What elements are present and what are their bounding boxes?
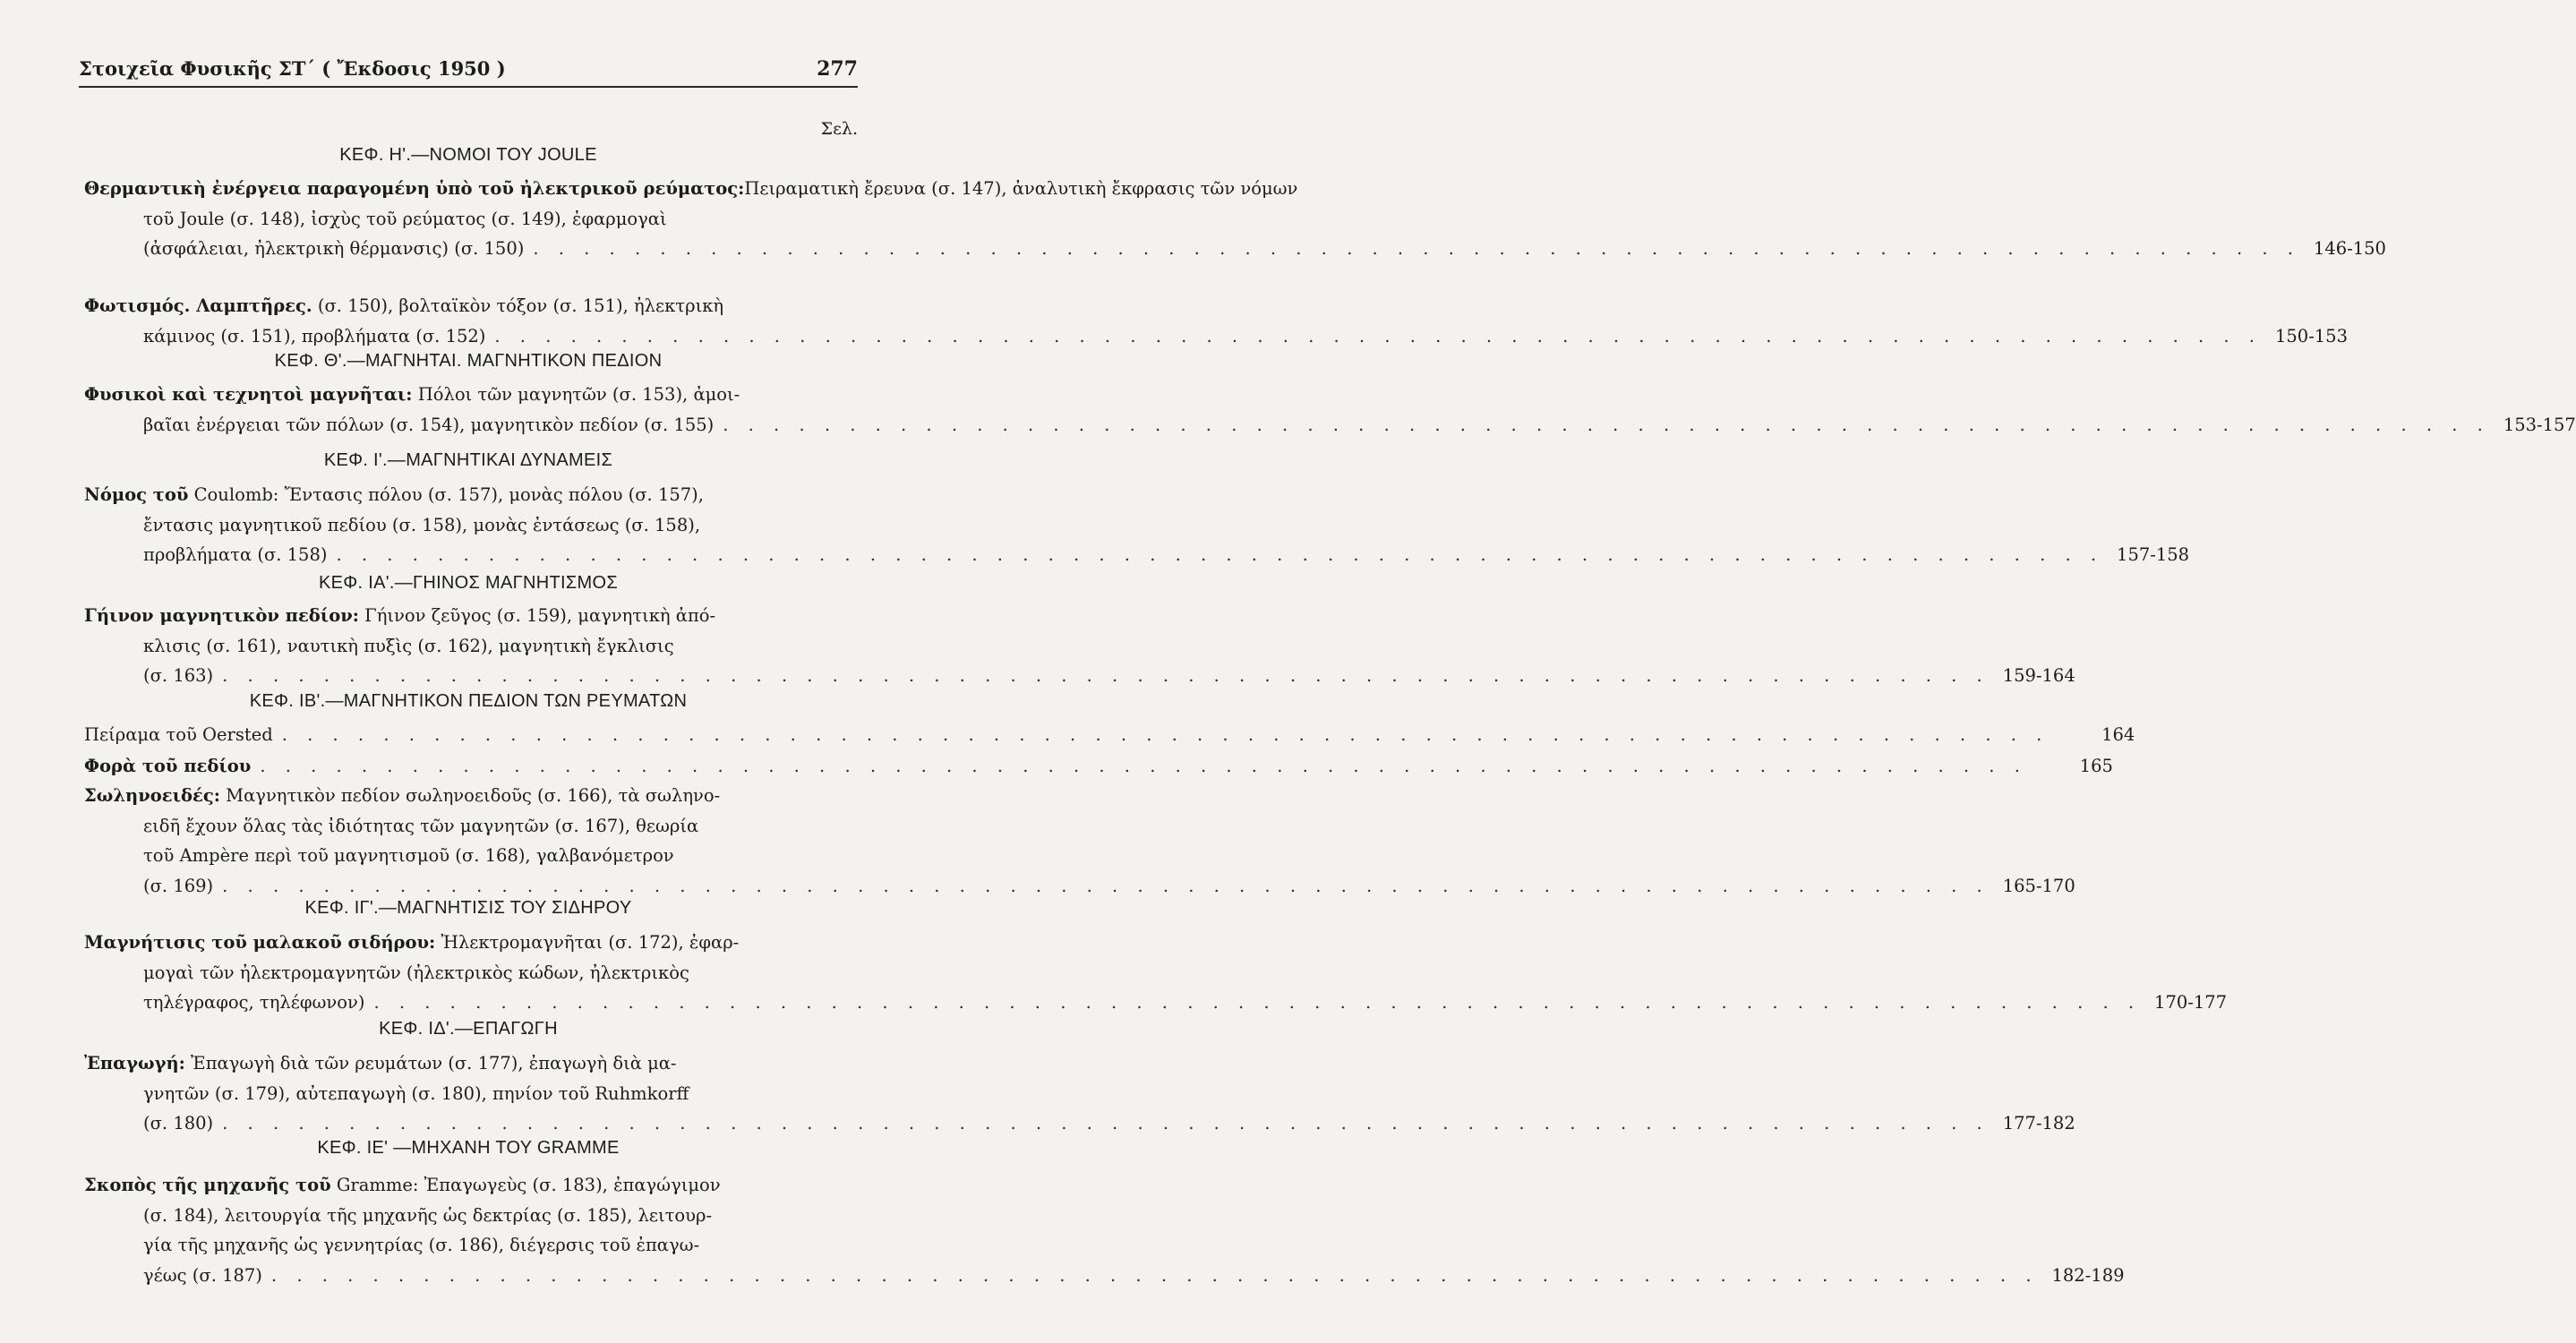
page-range: 170-177 xyxy=(2154,992,2228,1013)
book-title: Στοιχεῖα Φυσικῆς ΣΤ΄ ( Ἔκδοσις 1950 ) xyxy=(79,57,506,80)
entry-text: Ἠλεκτρομαγνῆται (σ. 172), ἐφαρ- xyxy=(435,932,740,953)
entry-text: (σ. 150), βολταϊκὸν τόξον (σ. 151), ἠλεκτρικὴ xyxy=(312,295,724,316)
entry-line xyxy=(84,841,860,871)
entry-line xyxy=(84,720,2135,750)
entry-line xyxy=(84,631,860,662)
dot-leader xyxy=(222,871,1990,902)
toc-entry xyxy=(84,174,2386,264)
entry-line xyxy=(84,958,860,988)
page-range: 157-158 xyxy=(2117,544,2190,565)
toc-entry xyxy=(84,928,2228,1018)
entry-text: Πείραμα τοῦ Oersted xyxy=(84,724,273,745)
entry-heading: Νόμος τοῦ xyxy=(84,484,189,505)
entry-heading: Φορὰ τοῦ πεδίου xyxy=(84,756,252,776)
running-header xyxy=(79,56,858,88)
entry-heading: Φωτισμός. Λαμπτῆρες. xyxy=(84,295,312,316)
entry-line xyxy=(84,1230,860,1261)
entry-line xyxy=(84,204,860,235)
entry-line xyxy=(84,291,860,321)
page-range: 146-150 xyxy=(2313,238,2386,259)
entry-text: Ἐπαγωγὴ διὰ τῶν ρευμάτων (σ. 177), ἐπαγωγὴ διὰ μα- xyxy=(184,1053,677,1074)
entry-text: μογαὶ τῶν ἠλεκτρομαγνητῶν (ἠλεκτρικὸς κώδων, ἠλεκτρικὸς xyxy=(143,962,689,983)
toc-entry xyxy=(84,720,2135,750)
entry-line xyxy=(84,174,1298,204)
entry-text: γνητῶν (σ. 179), αὐτεπαγωγὴ (σ. 180), πηνίον τοῦ Ruhmkorff xyxy=(143,1082,689,1104)
dot-leader xyxy=(271,1261,2039,1291)
entry-line xyxy=(84,234,2386,264)
dot-leader xyxy=(260,751,2027,782)
entry-line xyxy=(84,928,860,958)
toc-entry xyxy=(84,1048,2075,1139)
page-range: 153-157 xyxy=(2503,414,2576,435)
chapter-heading: ΚΕΦ. Η'.—ΝΟΜΟΙ ΤΟΥ JOULE xyxy=(339,145,597,165)
entry-heading: Φυσικοὶ καὶ τεχνητοὶ μαγνῆται: xyxy=(84,384,413,405)
dot-leader xyxy=(336,540,2103,570)
entry-line xyxy=(84,988,2228,1018)
entry-text: (σ. 184), λειτουργία τῆς μηχανῆς ὡς δεκτρίας (σ. 185), λειτουρ- xyxy=(143,1204,713,1226)
entry-text: ἔντασις μαγνητικοῦ πεδίου (σ. 158), μονὰς ἐντάσεως (σ. 158), xyxy=(143,514,701,535)
page-range: 150-153 xyxy=(2274,325,2348,346)
entry-line xyxy=(84,781,860,811)
toc-entry xyxy=(84,601,2075,691)
entry-text: Πειραματικὴ ἔρευνα (σ. 147), ἀναλυτικὴ ἔκφρασις τῶν νόμων xyxy=(744,178,1298,199)
entry-text: τοῦ Ampère περὶ τοῦ μαγνητισμοῦ (σ. 168), γαλβανόμετρον xyxy=(143,845,674,866)
dot-leader xyxy=(282,720,2050,750)
chapter-heading: ΚΕΦ. ΙΔ'.—ΕΠΑΓΩΓΗ xyxy=(379,1019,558,1039)
entry-text: Coulomb: Ἔντασις πόλου (σ. 157), μονὰς πόλου (σ. 157), xyxy=(188,484,704,505)
entry-line xyxy=(84,1048,860,1079)
page-range: 164 xyxy=(2101,724,2135,745)
entry-text: κάμινος (σ. 151), προβλήματα (σ. 152) xyxy=(143,325,486,346)
entry-text: Γήινον ζεῦγος (σ. 159), μαγνητικὴ ἀπό- xyxy=(358,605,716,626)
entry-text: γία τῆς μηχανῆς ὡς γεννητρίας (σ. 186), διέγερσις τοῦ ἐπαγω- xyxy=(143,1235,700,1255)
dot-leader xyxy=(373,988,2141,1018)
entry-line xyxy=(84,510,860,541)
entry-text: κλισις (σ. 161), ναυτικὴ πυξὶς (σ. 162), μαγνητικὴ ἔγκλισις xyxy=(143,635,674,656)
entry-text: (σ. 169) xyxy=(143,875,214,896)
entry-text: (σ. 180) xyxy=(143,1113,214,1133)
entry-heading: Μαγνήτισις τοῦ μαλακοῦ σιδήρου: xyxy=(84,932,436,953)
chapter-heading: ΚΕΦ. ΙΒ'.—ΜΑΓΝΗΤΙΚΟΝ ΠΕΔΙΟΝ ΤΩΝ ΡΕΥΜΑΤΩΝ xyxy=(249,691,688,711)
entry-line xyxy=(84,410,2576,441)
chapter-heading: ΚΕΦ. ΙΕ' —ΜΗΧΑΝΗ ΤΟΥ GRAMME xyxy=(317,1138,620,1158)
entry-line xyxy=(84,380,860,410)
chapter-heading: ΚΕΦ. ΙΓ'.—ΜΑΓΝΗΤΙΣΙΣ ΤΟΥ ΣΙΔΗΡΟΥ xyxy=(304,898,632,918)
dot-leader xyxy=(533,234,2300,264)
entry-text: γέως (σ. 187) xyxy=(143,1264,262,1286)
entry-text: προβλήματα (σ. 158) xyxy=(143,544,328,565)
entry-text: βαῖαι ἐνέργειαι τῶν πόλων (σ. 154), μαγνητικὸν πεδίον (σ. 155) xyxy=(143,414,715,435)
dot-leader xyxy=(222,1108,1990,1139)
entry-text: Πόλοι τῶν μαγνητῶν (σ. 153), ἀμοι- xyxy=(412,384,740,405)
page-range: 159-164 xyxy=(2002,665,2075,686)
page-range: 165 xyxy=(2079,756,2113,776)
page-range: 182-189 xyxy=(2051,1264,2125,1286)
entry-heading: Γήινον μαγνητικὸν πεδίον: xyxy=(84,605,359,626)
entry-text: (ἀσφάλειαι, ἠλεκτρικὴ θέρμανσις) (σ. 150) xyxy=(143,238,525,259)
entry-line xyxy=(84,1108,2075,1139)
entry-line xyxy=(84,871,2075,902)
entry-text: ειδῆ ἔχουν ὅλας τὰς ἰδιότητας τῶν μαγνητῶν (σ. 167), θεωρία xyxy=(143,815,699,836)
toc-entry xyxy=(84,1170,2125,1290)
toc-entry xyxy=(84,380,2576,440)
page-range: 165-170 xyxy=(2002,875,2075,896)
entry-text: τοῦ Joule (σ. 148), ἰσχὺς τοῦ ρεύματος (σ. 149), ἐφαρμογαὶ xyxy=(143,208,667,229)
dot-leader xyxy=(723,410,2490,441)
chapter-heading: ΚΕΦ. Ι'.—ΜΑΓΝΗΤΙΚΑΙ ΔΥΝΑΜΕΙΣ xyxy=(323,450,613,470)
dot-leader xyxy=(494,321,2262,352)
toc-entry xyxy=(84,751,2113,782)
entry-line xyxy=(84,540,2190,570)
entry-line xyxy=(84,1170,860,1201)
page-number: 277 xyxy=(817,57,858,81)
entry-line xyxy=(84,480,860,510)
chapter-heading: ΚΕΦ. ΙΑ'.—ΓΗΙΝΟΣ ΜΑΓΝΗΤΙΣΜΟΣ xyxy=(319,573,618,593)
entry-line xyxy=(84,1079,860,1109)
toc-entry xyxy=(84,480,2190,570)
entry-line xyxy=(84,601,860,631)
entry-text: Μαγνητικὸν πεδίον σωληνοειδοῦς (σ. 166), τὰ σωληνο- xyxy=(219,785,721,806)
page-column-label: Σελ. xyxy=(820,119,858,139)
toc-entry xyxy=(84,291,2348,351)
entry-line xyxy=(84,1201,860,1231)
entry-heading: Ἐπαγωγή: xyxy=(84,1053,185,1074)
entry-line xyxy=(84,321,2348,352)
entry-heading: Σωληνοειδές: xyxy=(84,785,220,806)
toc-entry xyxy=(84,781,2075,901)
entry-line xyxy=(84,751,2113,782)
entry-text: (σ. 163) xyxy=(143,665,214,686)
entry-heading: Σκοπὸς τῆς μηχανῆς τοῦ xyxy=(84,1175,331,1195)
page-range: 177-182 xyxy=(2002,1113,2075,1133)
dot-leader xyxy=(222,661,1990,691)
entry-line xyxy=(84,811,860,842)
chapter-heading: ΚΕΦ. Θ'.—ΜΑΓΝΗΤΑΙ. ΜΑΓΝΗΤΙΚΟΝ ΠΕΔΙΟΝ xyxy=(274,351,663,371)
entry-line xyxy=(84,661,2075,691)
entry-line xyxy=(84,1261,2125,1291)
entry-text: τηλέγραφος, τηλέφωνον) xyxy=(143,992,365,1013)
entry-text: Gramme: Ἐπαγωγεὺς (σ. 183), ἐπαγώγιμον xyxy=(330,1175,721,1195)
entry-heading: Θερμαντικὴ ἐνέργεια παραγομένη ὑπὸ τοῦ ἠλεκτρικοῦ ρεύματος: xyxy=(84,178,745,199)
